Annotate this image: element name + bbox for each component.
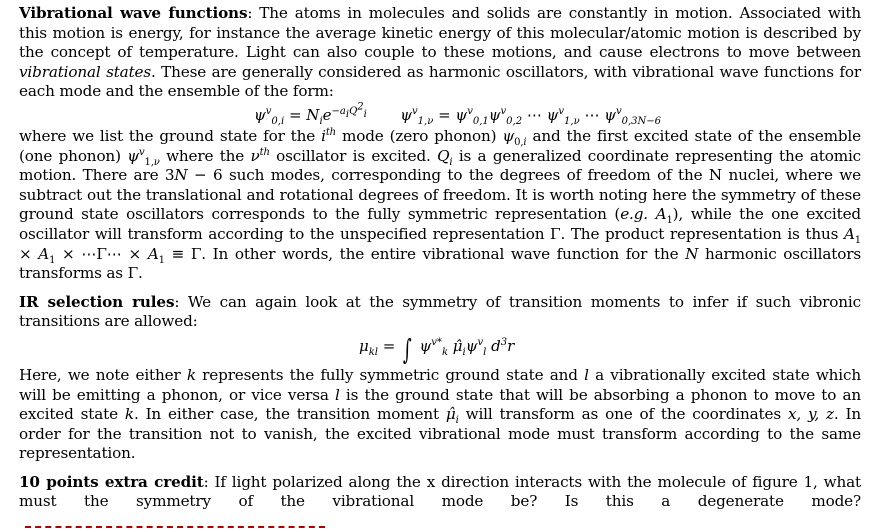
vibrational-intro-text-2: . These are generally considered as harmonic oscillators, with vibrational wave functions for each mode and the ensemble of the form: [19, 62, 861, 101]
equation-excited-ensemble: $\psi^v_{1,\nu} = \psi^v_{0,1}\psi^v_{0,2}$ ⋯ $\psi^v_{1,\nu}$ ⋯ $\psi^v_{0,3N-6}$ [400, 105, 662, 127]
vibrational-states-emphasis: vibrational states [19, 62, 152, 81]
section-heading-vibrational: Vibrational wave functions [19, 4, 248, 22]
ir-intro-paragraph [19, 293, 861, 332]
vibrational-intro-text-1: : The atoms in molecules and solids are constantly in motion. Associated with this motion is energy, for instance the average kinetic energy of this molecular/atomic motion is described by the concept of temperature. Light can also couple to these motions, and cause electrons to move between [19, 4, 862, 62]
extra-credit-paragraph [19, 473, 861, 532]
vibrational-body-paragraph: where we list the ground state for the $i^{th}$ mode (zero phonon) $\psi_{0,i}$ and the first excited state of the ensemble (one phonon) $\psi^v_{1,\nu}$ where the $\nu^{th}$ oscillator is excited. $Q_i$ is a generalized coordinate representing the atomic motion. There are 3N − 6 such modes, corresponding to the degrees of freedom of the N nuclei, where we subtract out the translational and rotational degrees of freedom. It is worth noting here the symmetry of these ground state oscillators corresponds to the fully symmetric representation (e.g. $A_1$), while the one excited oscillator will transform according to the unspecified representation Γ. The product representation is thus $A_1 \times A_1$ × ⋯Γ⋯ × $A_1 \equiv \Gamma$. In other words, the entire vibrational wave function for the N harmonic oscillators transforms as Γ. [19, 126, 862, 283]
equation-transition-moment: $\mu_{kl}$ = ∫ $\psi^{v*}_k$ $\mû_i\psi^v_l$ $d^3r$ [359, 332, 515, 366]
equation-wavefunctions [19, 101, 861, 127]
ir-body-paragraph: Here, we note either k represents the fully symmetric ground state and l a vibrationally excited state which will be emitting a phonon, or vice versa l is the ground state that will be absorbing a phonon to move to an excited state k. In either case, the transition moment $\mû_i$ will transform as one of the coordinates x, y, z. In order for the transition not to vanish, the excited vibrational mode must transform according to the same representation. [19, 365, 862, 463]
answer-line[interactable] [25, 526, 325, 528]
document-page [19, 4, 861, 532]
integral-sign: ∫ [403, 332, 412, 366]
vibrational-intro-paragraph [19, 4, 861, 102]
section-heading-ir: IR selection rules [19, 292, 175, 311]
equation-ground-state: $\psi^v_{0,i} = N_ie^{-a_iQ^2_i}$ [254, 101, 367, 127]
extra-credit-question: : If light polarized along the x direction interacts with the molecule of figure 1, what must the symmetry of the vibrational mode be? Is this a degenerate mode? [19, 472, 861, 511]
ir-intro-text: : We can again look at the symmetry of transition moments to infer if such vibronic transitions are allowed: [19, 292, 861, 331]
section-heading-extra-credit: 10 points extra credit [19, 472, 204, 491]
